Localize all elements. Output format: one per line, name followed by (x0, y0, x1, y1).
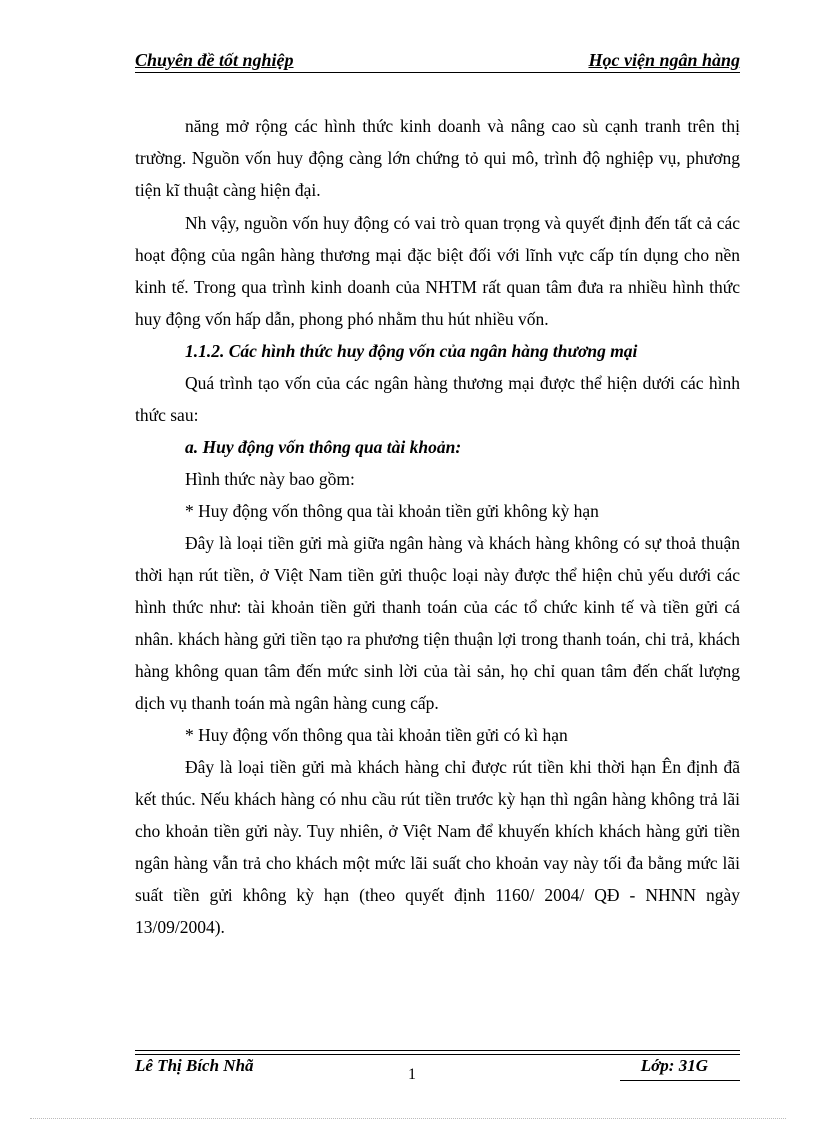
bullet-term-deposit: * Huy động vốn thông qua tài khoản tiền gửi có kì hạn (185, 725, 568, 745)
page-header (135, 48, 740, 72)
page-footer (135, 1056, 740, 1082)
footer-class-underline (620, 1080, 740, 1081)
paragraph-6: Đây là loại tiền gửi mà khách hàng chỉ được rút tiền khi thời hạn Ên định đã kết thúc. Nếu khách hàng có nhu cầu rút tiền trước kỳ hạn thì ngân hàng không trả lãi cho khoản tiền gửi này. Tuy nhiên, ở Việt Nam để khuyến khích khách hàng gửi tiền ngân hàng vẫn trả cho khách một mức lãi suất cho khoản vay này tối đa bằng mức lãi suất tiền gửi không kỳ hạn (theo quyết định 1160/ 2004/ QĐ - NHNN ngày 13/09/2004). (135, 757, 740, 937)
page-edge-dotted-line (30, 1118, 786, 1119)
document-body (135, 110, 740, 943)
paragraph-5: Đây là loại tiền gửi mà giữa ngân hàng và khách hàng không có sự thoả thuận thời hạn rút tiền, ở Việt Nam tiền gửi thuộc loại này được thể hiện chủ yếu dưới các hình thức như: tài khoản tiền gửi thanh toán của các tổ chức kinh tế và tiền gửi cá nhân. khách hàng gửi tiền tạo ra phương tiện thuận lợi trong thanh toán, chi trả, khách hàng không quan tâm đến mức sinh lời của tài sản, họ chỉ quan tâm đến chất lượng dịch vụ thanh toán mà ngân hàng cung cấp. (135, 533, 740, 713)
footer-rule-top (135, 1050, 740, 1051)
paragraph-3: Quá trình tạo vốn của các ngân hàng thương mại được thể hiện dưới các hình thức sau: (135, 373, 740, 425)
bullet-non-term-deposit: * Huy động vốn thông qua tài khoản tiền gửi không kỳ hạn (185, 501, 599, 521)
footer-rule-bottom (135, 1054, 740, 1055)
paragraph-4: Hình thức này bao gồm: (185, 469, 355, 489)
paragraph-2: Nh vậy, nguồn vốn huy động có vai trò quan trọng và quyết định đến tất cả các hoạt động của ngân hàng thương mại đặc biệt đối với lĩnh vực cấp tín dụng cho nền kinh tế. Trong qua trình kinh doanh của NHTM rất quan tâm đưa ra nhiều hình thức huy động vốn hấp dẫn, phong phó nhằm thu hút nhiều vốn. (135, 213, 740, 329)
subsection-heading: a. Huy động vốn thông qua tài khoản: (185, 437, 462, 457)
paragraph-1: năng mở rộng các hình thức kinh doanh và nâng cao sù cạnh tranh trên thị trường. Nguồn vốn huy động càng lớn chứng tỏ qui mô, trình độ nghiệp vụ, phương tiện kĩ thuật càng hiện đại. (135, 116, 740, 200)
header-title-right: Học viện ngân hàng (588, 50, 740, 70)
footer-class: Lớp: 31G (640, 1056, 708, 1075)
header-title-left: Chuyên đề tốt nghiệp (135, 50, 294, 70)
footer-author: Lê Thị Bích Nhã (135, 1056, 254, 1075)
header-rule (135, 72, 740, 73)
page-number: 1 (408, 1066, 416, 1083)
section-heading: 1.1.2. Các hình thức huy động vốn của ngân hàng thương mại (185, 341, 638, 361)
